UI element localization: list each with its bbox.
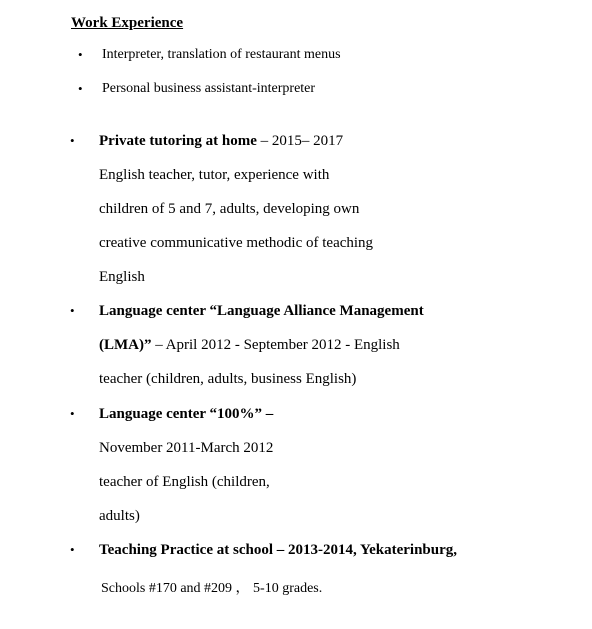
list-item: Interpreter, translation of restaurant menus [102, 47, 341, 62]
job-detail-line: teacher of English (children, [99, 474, 270, 490]
job-detail-line: creative communicative methodic of teaching [99, 235, 374, 251]
bullet-icon: • [70, 542, 75, 557]
job-title: Language center “100%” – [99, 406, 274, 422]
bullet-icon: • [70, 406, 75, 421]
job-title: Teaching Practice at school – 2013-2014, Yekaterinburg, [99, 542, 458, 558]
job-detail-line: English [99, 269, 145, 285]
list-item: Personal business assistant-interpreter [102, 81, 316, 96]
job-title-line [99, 132, 343, 150]
bullet-icon: • [70, 303, 75, 318]
job-detail-line: English teacher, tutor, experience with [99, 167, 330, 183]
job-title: Language center “Language Alliance Management [99, 303, 424, 319]
job-detail-line: teacher (children, adults, business English) [99, 371, 357, 387]
job-title-line [99, 336, 400, 354]
job-dates: – 2015– 2017 [256, 133, 344, 149]
bullet-icon: • [78, 81, 83, 96]
job-detail-line: Schools #170 and #209 ， 5-10 grades. [101, 581, 323, 596]
job-detail-line: children of 5 and 7, adults, developing own [99, 201, 360, 217]
job-detail-line: adults) [99, 508, 140, 524]
job-detail-line: November 2011-March 2012 [99, 440, 274, 456]
job-dates: – April 2012 - September 2012 - English [151, 337, 400, 353]
bullet-icon: • [78, 47, 83, 62]
job-title-cont: (LMA)” [99, 337, 152, 353]
bullet-icon: • [70, 133, 75, 148]
work-experience-heading: Work Experience [71, 15, 184, 31]
job-title: Private tutoring at home [99, 133, 257, 149]
